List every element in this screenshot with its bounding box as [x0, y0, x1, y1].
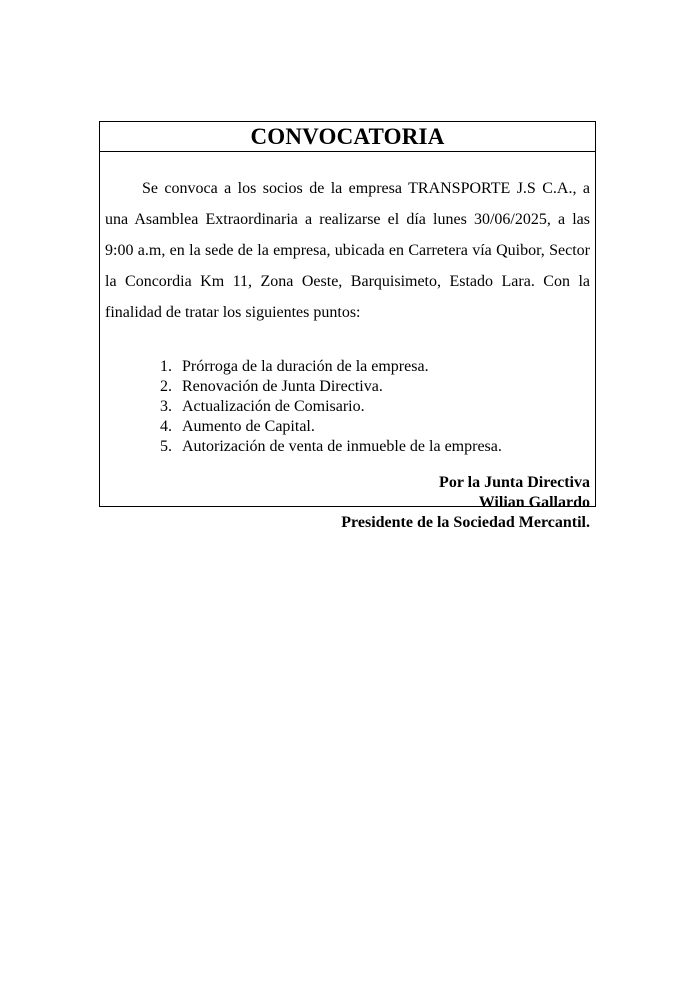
agenda-item-number: 5.	[160, 438, 172, 455]
signature-line-name: Wilian Gallardo	[478, 494, 590, 511]
notice-title: CONVOCATORIA	[100, 122, 595, 152]
agenda-item	[160, 377, 595, 397]
agenda-item-text: Aumento de Capital.	[182, 418, 315, 435]
agenda-list	[100, 357, 595, 457]
agenda-item	[160, 417, 595, 437]
agenda-item-number: 4.	[160, 418, 172, 435]
agenda-item-text: Renovación de Junta Directiva.	[182, 378, 383, 395]
agenda-item	[160, 437, 595, 457]
signature-line-board: Por la Junta Directiva	[439, 474, 590, 491]
signature-block	[100, 473, 590, 533]
agenda-item	[160, 357, 595, 377]
agenda-item-number: 3.	[160, 398, 172, 415]
agenda-item-number: 1.	[160, 358, 172, 375]
agenda-item	[160, 397, 595, 417]
signature-line-role: Presidente de la Sociedad Mercantil.	[341, 514, 590, 531]
notice-paragraph: Se convoca a los socios de la empresa TRANSPORTE J.S C.A., a una Asamblea Extraordinaria a realizarse el día lunes 30/06/2025, a las 9:00 a.m, en la sede de la empresa, ubicada en Carretera vía Quibor, Sector la Concordia Km 11, Zona Oeste, Barquisimeto, Estado Lara. Con la finalidad de tratar los siguientes puntos:	[105, 180, 590, 321]
agenda-item-text: Actualización de Comisario.	[182, 398, 365, 415]
agenda-item-number: 2.	[160, 378, 172, 395]
agenda-item-text: Autorización de venta de inmueble de la empresa.	[182, 438, 502, 455]
agenda-item-text: Prórroga de la duración de la empresa.	[182, 358, 429, 375]
notice-box	[99, 121, 596, 531]
